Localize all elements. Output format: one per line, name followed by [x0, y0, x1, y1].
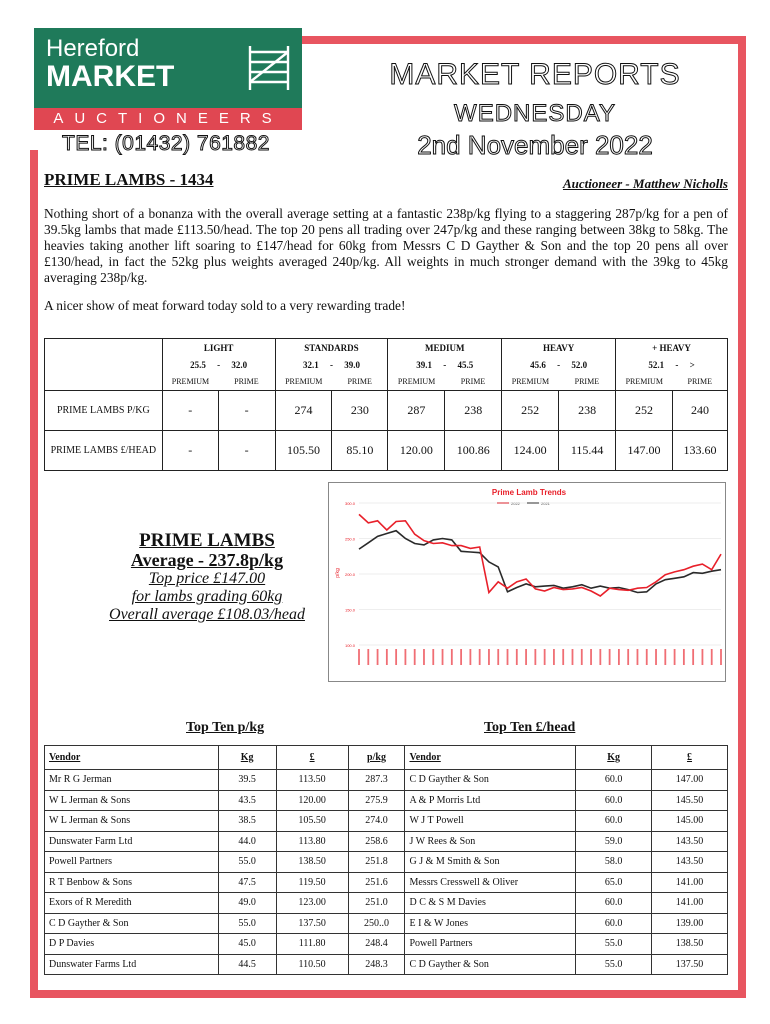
weight-range-from: 32.1 — [302, 359, 319, 370]
column-header: Kg — [576, 746, 652, 770]
x-tick-mark — [507, 649, 509, 665]
top-ten-head-heading: Top Ten £/head — [484, 720, 576, 735]
table-cell: 59.0 — [576, 831, 652, 852]
table-cell: 44.5 — [218, 954, 276, 975]
grade-prime-header: PRIME — [218, 373, 275, 391]
y-axis-label: p/kg — [335, 568, 341, 578]
table-cell: - — [218, 391, 275, 431]
x-tick-mark — [488, 649, 490, 665]
table-cell: Powell Partners — [45, 852, 219, 873]
y-tick-label: 200.0 — [344, 572, 355, 577]
prime-lamb-trends-chart — [328, 482, 726, 682]
table-cell: 110.50 — [276, 954, 348, 975]
table-cell: 139.00 — [652, 913, 728, 934]
table-row — [45, 770, 728, 791]
x-tick-mark — [358, 649, 360, 665]
x-tick-mark — [377, 649, 379, 665]
telephone-number: TEL: (01432) 761882 — [62, 132, 270, 155]
y-tick-label: 250.0 — [344, 536, 355, 542]
table-row — [45, 431, 728, 471]
table-cell: 141.00 — [652, 893, 728, 914]
x-tick-mark — [627, 649, 629, 665]
x-tick-mark — [655, 649, 657, 665]
series-line-2021 — [359, 531, 721, 593]
weight-range-from: 25.5 — [190, 359, 206, 370]
table-cell: 251.6 — [348, 872, 405, 893]
x-tick-mark — [451, 649, 453, 665]
grade-premium-header: PREMIUM — [616, 373, 673, 391]
x-tick-mark — [423, 649, 425, 665]
table-cell: 258.6 — [348, 831, 405, 852]
table-cell: 145.00 — [652, 811, 728, 832]
table-row — [45, 831, 728, 852]
table-cell: 238 — [445, 391, 502, 431]
weight-range-dash: - — [217, 359, 221, 370]
x-tick-mark — [609, 649, 611, 665]
weight-group-header: HEAVY — [502, 339, 616, 357]
table-cell: 60.0 — [576, 770, 652, 791]
x-tick-mark — [581, 649, 583, 665]
x-tick-mark — [683, 649, 685, 665]
table-row — [45, 391, 728, 431]
table-cell: 251.0 — [348, 893, 405, 914]
report-paragraph: Nothing short of a bonanza with the overall average setting at a fantastic 238p/kg flying to a staggering 287p/kg for a pen of 39.5kg lambs that made £113.50/head. The top 20 pens all trading over 247p/kg and these ranging between 38kg to 58kg. The heavies taking another lift soaring to £147/head for 60kg from Messrs C D Gayther & Son and the top 20 pens all over £130/head, in fact the 52kg plus weights averaged 240p/kg. All weights in much stronger demand with the 39kg to 45kg averaging 238p/kg. — [44, 206, 728, 285]
grade-prime-header: PRIME — [559, 373, 616, 391]
table-row — [45, 811, 728, 832]
table-cell: W L Jerman & Sons — [45, 811, 219, 832]
table-cell: 133.60 — [672, 431, 727, 471]
x-tick-mark — [516, 649, 518, 665]
series-lines — [359, 514, 721, 596]
page-frame-bottom — [30, 990, 746, 998]
row-label: PRIME LAMBS P/KG — [45, 391, 163, 431]
table-row — [45, 954, 728, 975]
table-cell: 147.00 — [616, 431, 673, 471]
table-cell: 100.86 — [445, 431, 502, 471]
page-frame-left — [30, 150, 38, 998]
x-tick-mark — [553, 649, 555, 665]
table-cell: 47.5 — [218, 872, 276, 893]
table-cell: 274.0 — [348, 811, 405, 832]
table-cell: 141.00 — [652, 872, 728, 893]
table-cell: 238 — [559, 391, 616, 431]
x-axis-ticks — [358, 649, 722, 665]
table-cell: 65.0 — [576, 872, 652, 893]
table-cell: Dunswater Farms Ltd — [45, 954, 219, 975]
table-cell: 60.0 — [576, 913, 652, 934]
table-cell: 123.00 — [276, 893, 348, 914]
table-cell: 248.4 — [348, 934, 405, 955]
table-cell: 44.0 — [218, 831, 276, 852]
weight-range-to: 52.0 — [571, 359, 588, 370]
table-cell: 137.50 — [652, 954, 728, 975]
table-cell: 252 — [616, 391, 673, 431]
x-tick-mark — [479, 649, 481, 665]
table-cell: 49.0 — [218, 893, 276, 914]
legend-label: 2021 — [541, 501, 550, 506]
table-cell: 55.0 — [218, 913, 276, 934]
x-tick-mark — [590, 649, 592, 665]
weight-group-header: STANDARDS — [275, 339, 388, 357]
table-cell: Powell Partners — [405, 934, 576, 955]
table-cell: 124.00 — [502, 431, 559, 471]
table-cell: 60.0 — [576, 790, 652, 811]
column-header: p/kg — [348, 746, 405, 770]
weight-range-dash: - — [329, 359, 333, 370]
chart-legend — [497, 501, 551, 506]
table-cell: Messrs Cresswell & Oliver — [405, 872, 576, 893]
table-cell: 105.50 — [276, 811, 348, 832]
y-axis-ticks — [345, 501, 356, 648]
table-cell: 38.5 — [218, 811, 276, 832]
table-cell: 119.50 — [276, 872, 348, 893]
x-tick-mark — [367, 649, 369, 665]
table-row — [45, 934, 728, 955]
logo-line-1: Hereford — [46, 35, 140, 62]
weight-group-header: MEDIUM — [388, 339, 502, 357]
report-day: WEDNESDAY — [454, 100, 616, 127]
report-title: MARKET REPORTS — [389, 58, 681, 91]
x-tick-mark — [460, 649, 462, 665]
top-ten-pkg-heading: Top Ten p/kg — [186, 720, 265, 735]
x-tick-mark — [442, 649, 444, 665]
table-row — [45, 852, 728, 873]
x-tick-mark — [618, 649, 620, 665]
weight-group-header: LIGHT — [162, 339, 275, 357]
x-tick-mark — [572, 649, 574, 665]
table-cell: 55.0 — [218, 852, 276, 873]
column-header: Kg — [218, 746, 276, 770]
x-tick-mark — [525, 649, 527, 665]
weight-group-header: + HEAVY — [616, 339, 728, 357]
table-cell: W J T Powell — [405, 811, 576, 832]
row-label: PRIME LAMBS £/HEAD — [45, 431, 163, 471]
y-tick-label: 150.0 — [344, 607, 355, 613]
x-tick-mark — [674, 649, 676, 665]
table-cell: 138.50 — [276, 852, 348, 873]
x-tick-mark — [692, 649, 694, 665]
grade-prime-header: PRIME — [672, 373, 727, 391]
summary-title: PRIME LAMBS — [139, 530, 275, 551]
table-cell: C D Gayther & Son — [405, 954, 576, 975]
table-cell: C D Gayther & Son — [45, 913, 219, 934]
table-cell: W L Jerman & Sons — [45, 790, 219, 811]
table-row — [45, 872, 728, 893]
x-tick-mark — [469, 649, 471, 665]
column-header: £ — [652, 746, 728, 770]
table-cell: 250..0 — [348, 913, 405, 934]
weight-range-dash: - — [443, 359, 447, 370]
table-cell: R T Benbow & Sons — [45, 872, 219, 893]
table-cell: Exors of R Meredith — [45, 893, 219, 914]
table-cell: 274 — [275, 391, 332, 431]
weight-range-to: 45.5 — [457, 359, 474, 370]
table-cell: 137.50 — [276, 913, 348, 934]
table-row — [45, 913, 728, 934]
table-cell: - — [162, 391, 218, 431]
table-cell: 252 — [502, 391, 559, 431]
table-cell: 105.50 — [275, 431, 332, 471]
x-tick-mark — [599, 649, 601, 665]
weight-range-to: 39.0 — [344, 359, 360, 370]
auctioneer-name: Auctioneer - Matthew Nicholls — [562, 176, 728, 191]
grade-prime-header: PRIME — [332, 373, 388, 391]
weight-range — [616, 357, 728, 373]
table-cell: 60.0 — [576, 811, 652, 832]
weight-range-to: > — [689, 359, 695, 370]
logo-line-2: MARKET — [46, 60, 175, 93]
table-cell: 58.0 — [576, 852, 652, 873]
table-cell: 111.80 — [276, 934, 348, 955]
x-tick-mark — [386, 649, 388, 665]
table-cell: 143.50 — [652, 852, 728, 873]
chart-title: Prime Lamb Trends — [491, 488, 567, 497]
weight-range-from: 39.1 — [416, 359, 433, 370]
column-header: Vendor — [45, 746, 219, 770]
table-cell: 287 — [388, 391, 445, 431]
table-cell: 55.0 — [576, 934, 652, 955]
summary-grading: for lambs grading 60kg — [131, 588, 283, 605]
table-cell: 248.3 — [348, 954, 405, 975]
weight-range — [162, 357, 275, 373]
table-cell: 39.5 — [218, 770, 276, 791]
table-corner-cell — [45, 339, 163, 391]
weight-range-from: 45.6 — [530, 359, 546, 370]
table-cell: 115.44 — [559, 431, 616, 471]
weight-range — [502, 357, 616, 373]
grade-premium-header: PREMIUM — [275, 373, 332, 391]
table-cell: 120.00 — [388, 431, 445, 471]
x-tick-mark — [497, 649, 499, 665]
table-cell: 251.8 — [348, 852, 405, 873]
table-cell: 138.50 — [652, 934, 728, 955]
table-cell: - — [218, 431, 275, 471]
table-cell: 287.3 — [348, 770, 405, 791]
summary-overall-average: Overall average £108.03/head — [109, 606, 305, 623]
page-frame-top — [300, 36, 746, 44]
table-cell: 43.5 — [218, 790, 276, 811]
summary-top-price: Top price £147.00 — [148, 570, 266, 587]
table-cell: Dunswater Farm Ltd — [45, 831, 219, 852]
x-tick-mark — [646, 649, 648, 665]
x-tick-mark — [562, 649, 564, 665]
table-cell: 230 — [332, 391, 388, 431]
x-tick-mark — [720, 649, 722, 665]
x-tick-mark — [405, 649, 407, 665]
table-cell: 240 — [672, 391, 727, 431]
table-cell: D C & S M Davies — [405, 893, 576, 914]
trend-chart-svg — [329, 483, 725, 681]
grade-premium-header: PREMIUM — [162, 373, 218, 391]
weight-range-dash: - — [675, 359, 679, 370]
grade-prime-header: PRIME — [445, 373, 502, 391]
table-cell: G J & M Smith & Son — [405, 852, 576, 873]
x-tick-mark — [637, 649, 639, 665]
x-tick-mark — [534, 649, 536, 665]
weight-range — [275, 357, 388, 373]
series-line-2022 — [359, 514, 721, 596]
section-title: PRIME LAMBS - 1434 — [44, 170, 214, 189]
table-cell: A & P Morris Ltd — [405, 790, 576, 811]
x-tick-mark — [702, 649, 704, 665]
report-date: 2nd November 2022 — [417, 130, 653, 160]
table-cell: 85.10 — [332, 431, 388, 471]
table-cell: D P Davies — [45, 934, 219, 955]
table-cell: 55.0 — [576, 954, 652, 975]
x-tick-mark — [395, 649, 397, 665]
table-cell: - — [162, 431, 218, 471]
column-header: Vendor — [405, 746, 576, 770]
table-cell: Mr R G Jerman — [45, 770, 219, 791]
table-cell: C D Gayther & Son — [405, 770, 576, 791]
y-tick-label: 300.0 — [344, 501, 355, 506]
column-header: £ — [276, 746, 348, 770]
weight-range-dash: - — [557, 359, 561, 370]
table-cell: 143.50 — [652, 831, 728, 852]
table-cell: 60.0 — [576, 893, 652, 914]
y-tick-label: 100.0 — [344, 643, 355, 648]
grade-premium-header: PREMIUM — [502, 373, 559, 391]
hereford-market-logo — [34, 28, 302, 130]
weight-range — [388, 357, 502, 373]
table-cell: 113.80 — [276, 831, 348, 852]
x-tick-mark — [544, 649, 546, 665]
x-tick-mark — [711, 649, 713, 665]
weight-range-from: 52.1 — [648, 359, 665, 370]
price-summary-table — [44, 338, 728, 471]
x-tick-mark — [414, 649, 416, 665]
grade-premium-header: PREMIUM — [388, 373, 445, 391]
table-row — [45, 893, 728, 914]
legend-label: 2022 — [511, 501, 520, 506]
page-frame-right — [738, 36, 746, 998]
weight-range-to: 32.0 — [231, 359, 248, 370]
x-tick-mark — [664, 649, 666, 665]
table-cell: 275.9 — [348, 790, 405, 811]
x-tick-mark — [432, 649, 434, 665]
table-cell: 120.00 — [276, 790, 348, 811]
table-cell: E I & W Jones — [405, 913, 576, 934]
table-cell: 113.50 — [276, 770, 348, 791]
logo-auctioneers-bar: AUCTIONEERS — [34, 108, 302, 130]
table-cell: 45.0 — [218, 934, 276, 955]
top-ten-table — [44, 745, 728, 975]
gate-icon — [246, 42, 292, 92]
table-header-row — [45, 746, 728, 770]
table-cell: 147.00 — [652, 770, 728, 791]
table-cell: 145.50 — [652, 790, 728, 811]
table-row — [45, 790, 728, 811]
table-cell: J W Rees & Son — [405, 831, 576, 852]
report-paragraph: A nicer show of meat forward today sold to a very rewarding trade! — [44, 298, 406, 313]
summary-average: Average - 237.8p/kg — [130, 550, 284, 570]
